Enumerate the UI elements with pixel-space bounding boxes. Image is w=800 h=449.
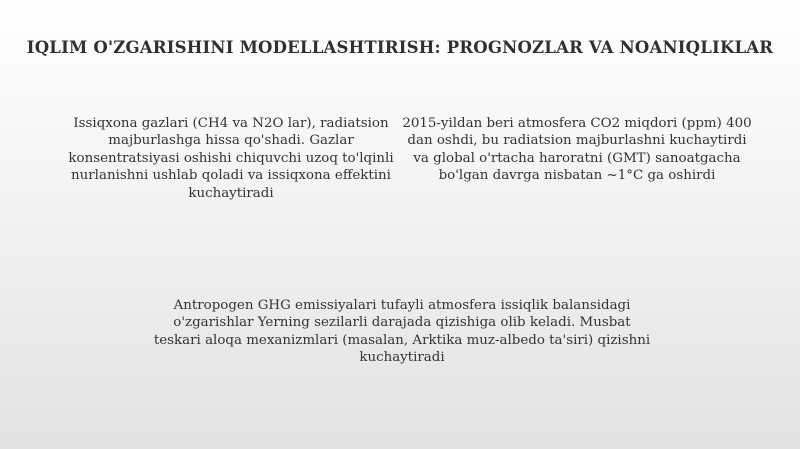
text-block-co2-levels: 2015-yildan beri atmosfera CO2 miqdori (ppm) 400 dan oshdi, bu radiatsion majburlashni kuchaytirdi va global o'rtacha haroratni (GMT) sanoatgacha bo'lgan davrga nisbatan ~1°C ga oshirdi <box>402 116 752 184</box>
text-block-anthropogen-emissions: Antropogen GHG emissiyalari tufayli atmosfera issiqlik balansidagi o'zgarishlar Yerning sezilarli darajada qizishiga olib keladi. Musbat teskari aloqa mexanizmlari (masalan, Arktika muz-albedo ta'siri) qizishni kuchaytiradi <box>153 298 651 366</box>
text-block-greenhouse-gases: Issiqxona gazlari (CH4 va N2O lar), radiatsion majburlashga hissa qo'shadi. Gazlar konsentratsiyasi oshishi chiquvchi uzoq to'lqinli nurlanishni ushlab qoladi va issiqxona effektini kuchaytiradi <box>68 116 394 201</box>
slide-title: IQLIM O'ZGARISHINI MODELLASHTIRISH: PROGNOZLAR VA NOANIQLIKLAR <box>26 38 774 57</box>
